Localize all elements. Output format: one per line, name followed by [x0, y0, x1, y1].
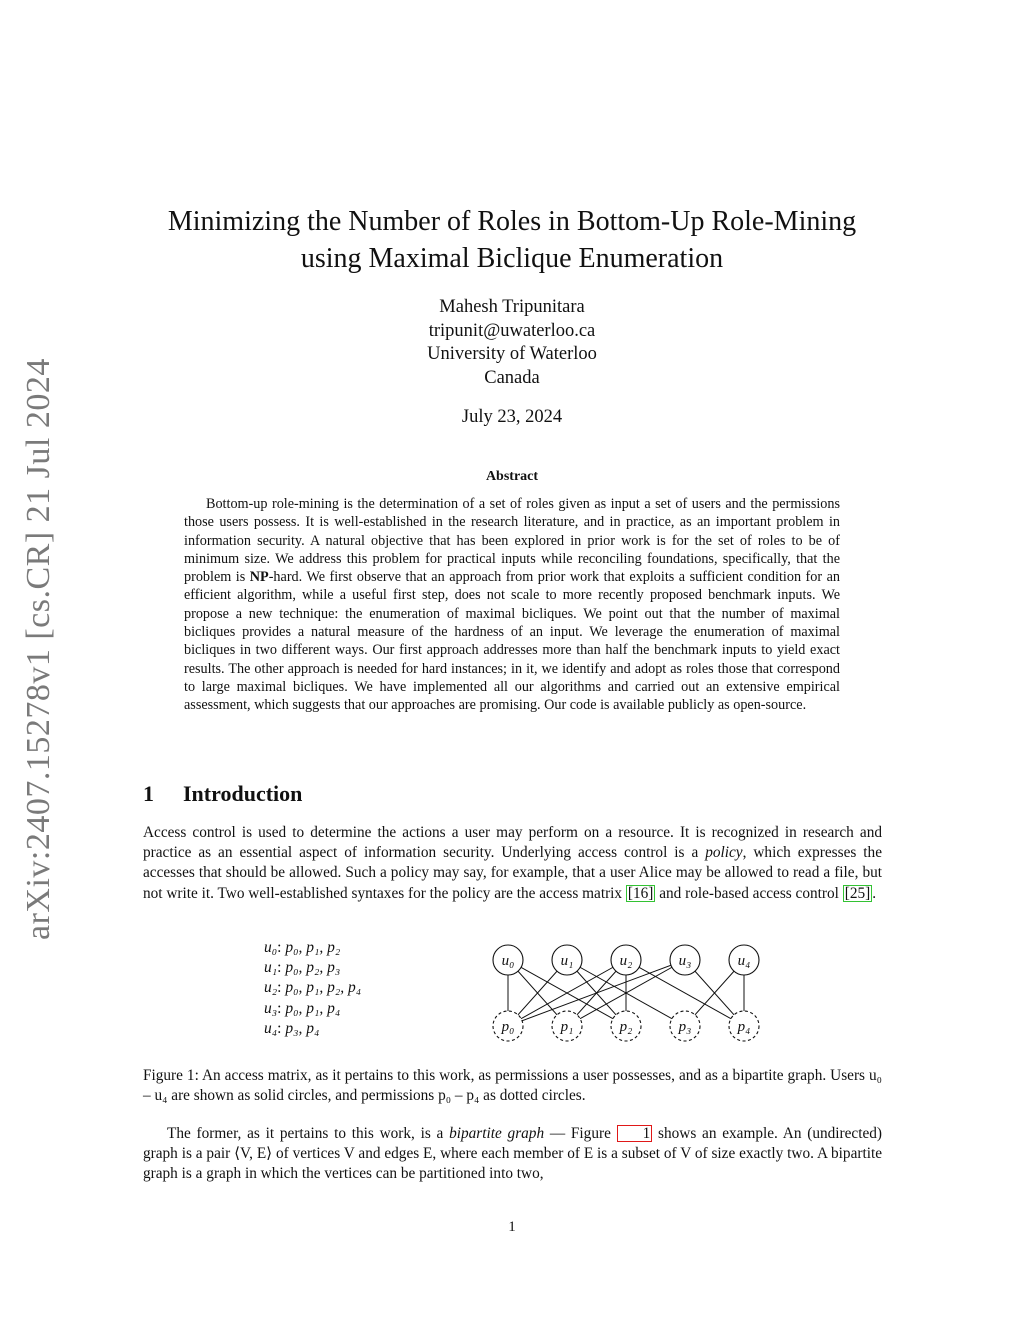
- matrix-user: u₁: [264, 959, 278, 977]
- section-number: 1: [143, 781, 154, 806]
- section-heading: [143, 781, 302, 807]
- section-title: Introduction: [183, 781, 303, 806]
- title-line-2: using Maximal Biclique Enumeration: [300, 243, 724, 274]
- matrix-row: u₀: p₀, p₁, p₂: [264, 939, 341, 956]
- user-node-label: u₁: [560, 953, 574, 969]
- matrix-row: u₁: p₀, p₂, p₃: [264, 959, 341, 977]
- author-email[interactable]: tripunit@uwaterloo.ca: [428, 321, 596, 341]
- abstract-text-pre: Bottom-up role-mining is the determination of a set of roles given as input a set of users and the permissions those users possess. It is well-established in the research literature, and in practice, as an important problem in information security. A natural objective that has been explored in prior work is for the set of roles to be of minimum size. We address this problem for practical inputs while reconciling foundations, specifically, that the problem is: [184, 496, 840, 586]
- permission-node-label: p₄: [737, 1019, 751, 1035]
- intro-p2-text-b: — Figure: [544, 1125, 617, 1142]
- abstract-text: [184, 495, 840, 715]
- matrix-user: u₀: [264, 939, 278, 956]
- abstract-heading: Abstract: [485, 469, 539, 484]
- intro-p1-text-d: .: [872, 884, 877, 902]
- paper-date: July 23, 2024: [461, 407, 563, 427]
- user-node-label: u₃: [678, 953, 692, 969]
- access-matrix: [264, 938, 361, 1039]
- matrix-row: u₄: p₃, p₄: [264, 1019, 320, 1037]
- permission-node-label: p₁: [560, 1019, 574, 1035]
- paper-title: [140, 203, 884, 277]
- page-number: 1: [508, 1219, 516, 1235]
- matrix-row: u₂: p₀, p₁, p₂, p₄: [264, 979, 362, 997]
- user-node-label: u₀: [501, 953, 515, 969]
- abstract-text-post: -hard. We first observe that an approach from prior work that exploits a sufficient condition for an efficient algorithm, while a useful first step, does not scale to more recently proposed benchmark inputs. We propose a new technique: the enumeration of maximal bicliques. We point out that the number of maximal bicliques provides a natural measure of the hardness of an input. We leverage the enumeration of maximal bicliques in two different ways. Our first approach addresses more than half the benchmark inputs to yield exact results. The other approach is needed for hard instances; in it, we identify and adopt as roles those that correspond to large maximal bicliques. We have implemented all our algorithms and carried out an extensive empirical assessment, which suggests that our approaches are promising. Our code is available publicly as open-source.: [184, 569, 841, 714]
- matrix-perms: p₀, p₁, p₂: [285, 939, 341, 956]
- user-node-label: u₄: [737, 953, 751, 969]
- permission-node-label: p₃: [678, 1019, 692, 1035]
- figure-caption: Figure 1: An access matrix, as it pertains to this work, as permissions a user possesses, and as a bipartite graph. Users u₀ – u₄ are shown as solid circles, and permissions p₀ – p₄ as dotted circles.: [143, 1067, 882, 1105]
- intro-p1-text-b: , which expresses the accesses that should be allowed. Such a policy may say, for example, that a user Alice may be allowed to read a file, but not write it. Two well-established syntaxes for the policy are the access matrix: [143, 844, 882, 902]
- matrix-perms: p₀, p₁, p₄: [285, 999, 341, 1017]
- matrix-perms: p₀, p₁, p₂, p₄: [285, 979, 362, 997]
- bipartite-graph: [486, 938, 776, 1046]
- user-node-label: u₂: [619, 953, 633, 969]
- author-name: Mahesh Tripunitara: [439, 297, 585, 317]
- intro-p1-text-c: and role-based access control: [655, 884, 843, 902]
- intro-p1-text-a: Access control is used to determine the actions a user may perform on a resource. It is recognized in research and practice as an essential aspect of information security. Underlying access control is a: [143, 824, 882, 862]
- np-hard-bold: NP: [249, 569, 269, 586]
- author-affiliation: University of Waterloo: [427, 344, 597, 364]
- policy-term: policy: [705, 844, 743, 862]
- intro-p2-text-c: shows an example. An (undirected) graph is a pair ⟨V, E⟩ of vertices V and edges E, where each member of E is a subset of V of size exactly two. A bipartite graph is a graph in which the vertices can be partitioned into two,: [143, 1125, 882, 1183]
- permission-node-label: p₂: [619, 1019, 633, 1035]
- matrix-perms: p₃, p₄: [285, 1019, 320, 1037]
- matrix-perms: p₀, p₂, p₃: [285, 959, 341, 977]
- bipartite-graph-term: bipartite graph: [449, 1125, 545, 1142]
- author-country: Canada: [484, 368, 540, 388]
- permission-node-label: p₀: [501, 1019, 515, 1035]
- matrix-user: u₂: [264, 979, 278, 997]
- matrix-user: u₄: [264, 1019, 278, 1037]
- figure-1-reference[interactable]: 1: [617, 1125, 653, 1142]
- citation-25[interactable]: [25]: [844, 884, 871, 902]
- intro-paragraph-2: [143, 1124, 882, 1185]
- matrix-row: u₃: p₀, p₁, p₄: [264, 999, 341, 1017]
- graph-edge: [508, 960, 685, 1026]
- arxiv-identifier: arXiv:2407.15278v1 [cs.CR] 21 Jul 2024: [20, 358, 57, 940]
- citation-16[interactable]: [16]: [627, 884, 654, 902]
- title-line-1: Minimizing the Number of Roles in Bottom-Up Role-Mining: [167, 206, 857, 237]
- matrix-user: u₃: [264, 999, 278, 1017]
- intro-p2-text-a: The former, as it pertains to this work, is a: [167, 1125, 450, 1142]
- intro-paragraph-1: [143, 823, 882, 904]
